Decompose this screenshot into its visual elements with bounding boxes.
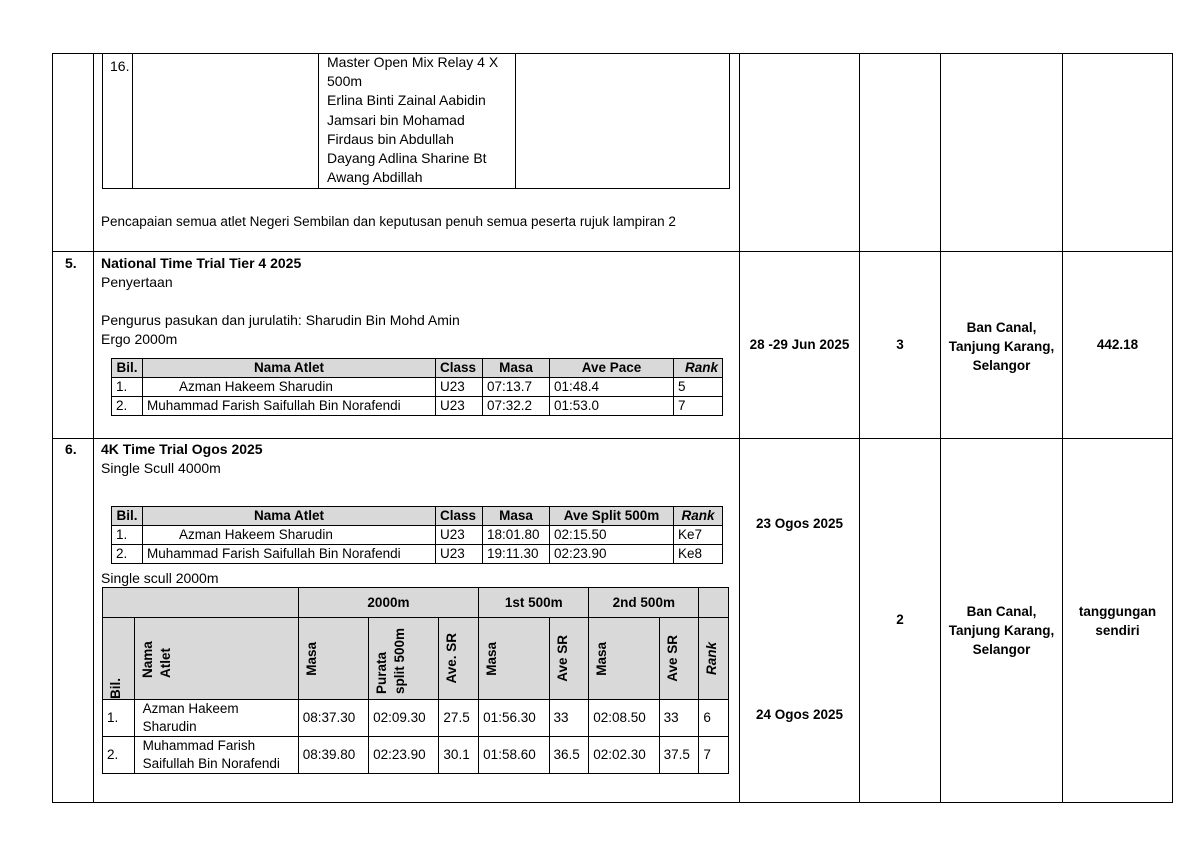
cost: 442.18 xyxy=(1096,337,1139,352)
table-row: 1. Azman Hakeem Sharudin U23 18:01.80 02:15.50 Ke7 xyxy=(112,526,723,545)
cost: tanggungan sendiri xyxy=(1078,604,1157,638)
event-line: Single Scull 4000m xyxy=(101,460,221,476)
event-line: Ergo 2000m xyxy=(101,331,178,347)
row-number: 6. xyxy=(65,441,77,457)
event-title: National Time Trial Tier 4 2025 xyxy=(101,255,302,271)
row-number: 5. xyxy=(65,255,77,271)
participant-count: 3 xyxy=(896,337,904,352)
col-divider xyxy=(859,53,860,803)
participant-count: 2 xyxy=(896,612,904,627)
event-date: 23 Ogos 2025 xyxy=(755,516,844,531)
col-divider xyxy=(52,53,53,803)
table-row: 2. Muhammad Farish Saifullah Bin Norafendi U23 07:32.2 01:53.0 7 xyxy=(112,397,723,416)
sub-number: 16. xyxy=(110,58,130,74)
row-divider xyxy=(52,438,1173,439)
event-line: Pengurus pasukan dan jurulatih: Sharudin Bin Mohd Amin xyxy=(101,312,460,328)
event-line: Single scull 2000m xyxy=(101,570,219,586)
col-divider xyxy=(93,53,94,803)
row-divider xyxy=(52,802,1173,803)
event-line: Penyertaan xyxy=(101,274,173,290)
table-row: 1. Azman Hakeem Sharudin 08:37.30 02:09.30 27.5 01:56.30 33 02:08.50 33 6 xyxy=(103,700,729,737)
event-date: 28 -29 Jun 2025 xyxy=(749,337,850,352)
col-divider xyxy=(940,53,941,803)
col-divider xyxy=(1172,53,1173,803)
event-date: 24 Ogos 2025 xyxy=(755,707,844,722)
col-divider xyxy=(1062,53,1063,803)
event-title: 4K Time Trial Ogos 2025 xyxy=(101,441,263,457)
results-table: Bil. Nama Atlet Class Masa Ave Pace Rank 1. Azman Hakeem Sharudin U23 07:13.7 01:48.4 5 2. Muhammad Farish Saifullah Bin Norafendi U23 07:32.2 01:53.0 7 xyxy=(111,358,723,416)
table-row: 2. Muhammad Farish Saifullah Bin Norafendi 08:39.80 02:23.90 30.1 01:58.60 36.5 02:02.30 37.5 7 xyxy=(103,737,729,774)
col-divider xyxy=(739,53,740,803)
results-table-2000m: 2000m 1st 500m 2nd 500m Bil. Nama Atlet Masa Purata split 500m Ave. SR Masa Ave SR Masa Ave SR Rank 1. Azman Hakeem Sharudin 08:37.30 02:09.30 27.5 01:56.30 33 02:08.50 33 6 2. Muhammad Farish Saifullah Bin Norafendi 08:39.80 02:23.90 30.1 01:58.60 36.5 02:02.30 37.5 7 xyxy=(102,587,729,774)
results-table-4k: Bil. Nama Atlet Class Masa Ave Split 500m Rank 1. Azman Hakeem Sharudin U23 18:01.80 02:15.50 Ke7 2. Muhammad Farish Saifullah Bin Norafendi U23 19:11.30 02:23.90 Ke8 xyxy=(111,506,723,564)
appendix-note: Pencapaian semua atlet Negeri Sembilan dan keputusan penuh semua peserta rujuk lampiran 2 xyxy=(101,214,676,229)
row-divider xyxy=(52,251,1173,252)
venue: Ban Canal, Tanjung Karang, Selangor xyxy=(948,320,1055,373)
table-row: 2. Muhammad Farish Saifullah Bin Norafendi U23 19:11.30 02:23.90 Ke8 xyxy=(112,545,723,564)
table-row: 1. Azman Hakeem Sharudin U23 07:13.7 01:48.4 5 xyxy=(112,378,723,397)
relay-event: Master Open Mix Relay 4 X 500m Erlina Binti Zainal Aabidin Jamsari bin Mohamad Firdaus bin Abdullah Dayang Adlina Sharine Bt Awang Abdillah xyxy=(327,54,499,186)
venue: Ban Canal, Tanjung Karang, Selangor xyxy=(948,604,1055,657)
